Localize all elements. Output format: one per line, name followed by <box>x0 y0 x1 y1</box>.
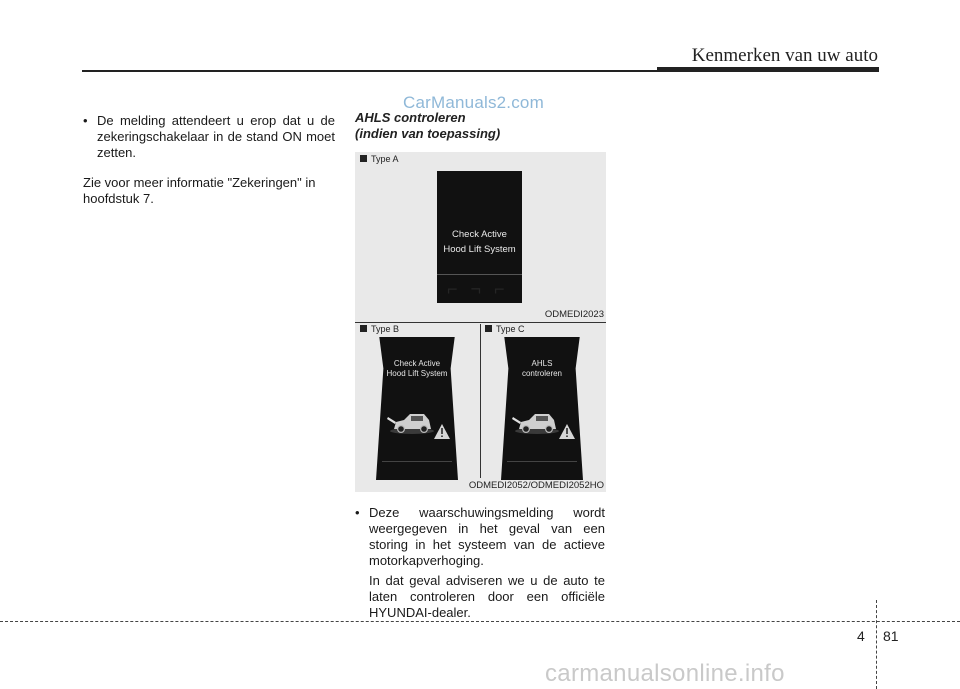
bullet-dot: • <box>83 113 88 128</box>
page-number: 81 <box>883 628 899 644</box>
square-bullet-icon <box>485 325 492 332</box>
section-title-line2: (indien van toepassing) <box>355 126 501 141</box>
watermark-top: CarManuals2.com <box>403 93 544 112</box>
square-bullet-icon <box>360 325 367 332</box>
chapter-number: 4 <box>857 628 865 644</box>
figure-code-bc: ODMEDI2052/ODMEDI2052HO <box>468 480 604 491</box>
bullet-dot: • <box>355 505 360 520</box>
type-c-display <box>501 337 583 480</box>
type-b-label: Type B <box>360 324 399 334</box>
right-column <box>355 505 605 621</box>
type-c-message: AHLS controleren <box>521 359 563 378</box>
type-b-message: Check Active Hood Lift System <box>386 359 448 378</box>
paragraph: In dat geval adviseren we u de auto te laten controleren door een officiële HYUNDAI-dealer. <box>369 573 605 620</box>
bullet-text: Deze waarschuwingsmelding wordt weergegeven in het geval van een storing in het systeem van de actieve motorkapverhoging. <box>369 505 605 568</box>
figure-code-a: ODMEDI2023 <box>544 309 604 320</box>
page-header-title: Kenmerken van uw auto <box>691 45 878 66</box>
bullet-item <box>83 113 335 161</box>
figure-divider-vertical <box>480 324 481 478</box>
type-b-display <box>376 337 458 480</box>
type-a-display <box>437 171 522 303</box>
car-hood-warning-icon <box>384 407 450 443</box>
left-column <box>83 113 335 207</box>
warning-figure <box>355 152 606 492</box>
display-ghost-segments: ⌐ ¬ ⌐ <box>447 279 509 299</box>
footer-vertical-line <box>876 600 877 689</box>
display-divider <box>437 274 522 275</box>
type-a-message: Check Active Hood Lift System <box>443 229 516 255</box>
type-a-label: Type A <box>360 154 399 164</box>
section-title-line1: AHLS controleren <box>355 110 466 125</box>
header-rule <box>82 70 657 72</box>
type-c-label: Type C <box>485 324 525 334</box>
footer-rule <box>0 621 960 622</box>
car-hood-warning-icon <box>509 407 575 443</box>
watermark-bottom: carmanualsonline.info <box>545 660 785 687</box>
bullet-text: De melding attendeert u erop dat u de zekeringschakelaar in de stand ON moet zetten. <box>97 113 335 160</box>
paragraph: Zie voor meer informatie "Zekeringen" in hoofdstuk 7. <box>83 175 316 206</box>
header-rule-thick <box>657 67 879 72</box>
bullet-item <box>355 505 605 569</box>
figure-divider-horizontal <box>355 322 606 323</box>
square-bullet-icon <box>360 155 367 162</box>
section-title <box>355 110 500 142</box>
